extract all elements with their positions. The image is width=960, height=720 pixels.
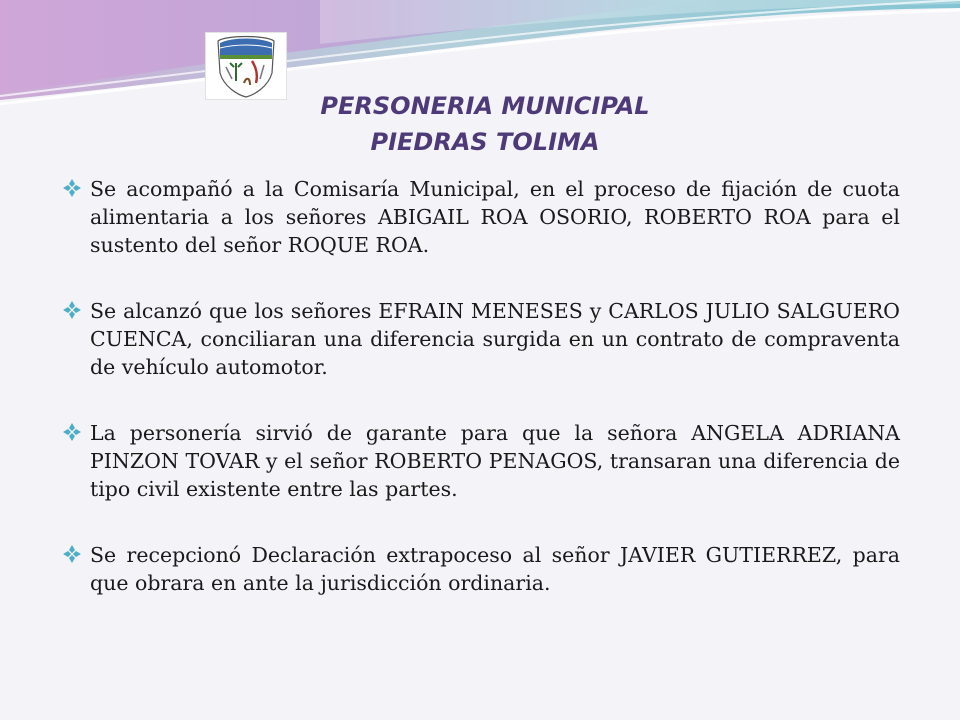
list-item-text: Se acompañó a la Comisaría Municipal, en el proceso de fijación de cuota alimentaria a los señores ABIGAIL ROA OSORIO, ROBERTO ROA para el sustento del señor ROQUE ROA. [90,177,900,257]
diamond-bullet-icon [62,178,82,198]
bullet-list [62,175,900,635]
diamond-bullet-icon [62,422,82,442]
list-item [62,541,900,597]
diamond-bullet-icon [62,300,82,320]
title-line-2: PIEDRAS TOLIMA [370,128,600,156]
list-item [62,419,900,503]
list-item-text: Se alcanzó que los señores EFRAIN MENESES y CARLOS JULIO SALGUERO CUENCA, conciliaran una diferencia surgida en un contrato de compraventa de vehículo automotor. [90,299,900,379]
title-line-1: PERSONERIA MUNICIPAL [320,92,650,120]
list-item-text: Se recepcionó Declaración extrapoceso al señor JAVIER GUTIERREZ, para que obrara en ante la jurisdicción ordinaria. [90,543,900,595]
list-item-text: La personería sirvió de garante para que la señora ANGELA ADRIANA PINZON TOVAR y el señor ROBERTO PENAGOS, transaran una diferencia de tipo civil existente entre las partes. [90,421,900,501]
diamond-bullet-icon [62,544,82,564]
page-title [250,88,720,160]
list-item [62,175,900,259]
list-item [62,297,900,381]
